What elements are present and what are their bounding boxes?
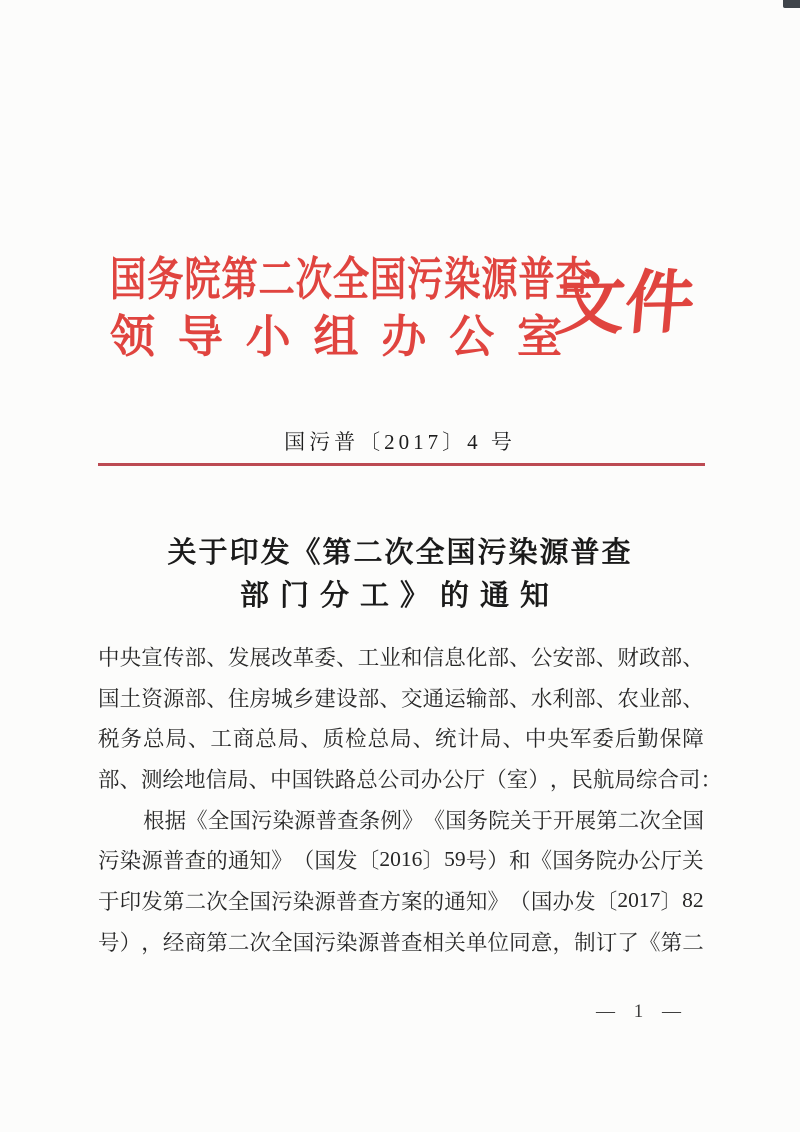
glyph: 国 [530, 889, 553, 914]
glyph: 意 [530, 930, 553, 955]
glyph: 乡 [292, 686, 315, 711]
glyph: 单 [465, 930, 488, 955]
glyph: 计 [457, 727, 480, 752]
glyph: 改 [271, 645, 293, 670]
glyph: 第 [162, 889, 185, 914]
glyph: 、 [509, 686, 531, 711]
glyph: 合 [657, 767, 679, 792]
glyph: 测 [141, 767, 163, 792]
notice-title-line2: 部门分工》的通知 [239, 580, 560, 612]
glyph: 局 [227, 767, 249, 792]
glyph: 传 [162, 645, 185, 670]
glyph: 厅 [463, 767, 486, 792]
glyph: 二 [184, 889, 207, 914]
glyph: 航 [592, 767, 615, 792]
glyph: 央 [547, 727, 569, 752]
glyph: 部 [487, 645, 510, 670]
glyph: 务 [466, 808, 489, 833]
glyph: 关 [509, 808, 532, 833]
glyph: ： [700, 767, 722, 792]
glyph: 公 [442, 767, 464, 792]
glyph: 公 [530, 645, 553, 670]
glyph: 、 [682, 645, 704, 670]
glyph: 、 [509, 645, 531, 670]
glyph: 次 [639, 808, 661, 833]
glyph: 委 [592, 727, 614, 752]
glyph: 革 [292, 645, 315, 670]
glyph: 位 [487, 930, 510, 955]
glyph: 统 [435, 727, 457, 752]
glyph: 二 [227, 930, 250, 955]
glyph: 厅 [660, 849, 682, 874]
glyph: 国 [552, 849, 574, 874]
document-number: 国污普〔2017〕4 号 [284, 430, 516, 454]
glyph: 据 [164, 808, 187, 833]
glyph: 的 [206, 849, 228, 874]
glyph: 号 [98, 930, 120, 955]
glyph: 、 [595, 645, 618, 670]
glyph: 央 [119, 645, 142, 670]
glyph: 铁 [313, 767, 335, 792]
page-number: — 1 — [596, 1001, 688, 1022]
glyph: 绘 [162, 767, 185, 792]
glyph: 领 [110, 312, 156, 363]
glyph: 通 [444, 889, 466, 914]
glyph: 于 [531, 808, 553, 833]
glyph: 源 [294, 808, 316, 833]
glyph: （ [292, 849, 315, 874]
glyph: 业 [639, 686, 661, 711]
glyph: 部 [660, 645, 683, 670]
glyph: 务 [120, 727, 142, 752]
glyph: 房 [249, 686, 271, 711]
glyph: 开 [552, 808, 575, 833]
glyph: 中 [98, 645, 120, 670]
glyph: 局 [390, 727, 412, 752]
glyph: 源 [314, 889, 336, 914]
glyph: 于 [98, 889, 120, 914]
glyph: 水 [530, 686, 553, 711]
glyph: 污 [271, 889, 293, 914]
glyph: 障 [682, 727, 704, 752]
glyph: 国 [249, 889, 271, 914]
glyph: 82 [682, 887, 704, 912]
glyph: 总 [255, 727, 277, 752]
glyph: 部 [98, 767, 120, 792]
glyph: 条 [358, 808, 381, 833]
glyph: 室 [506, 767, 529, 792]
glyph: （ [485, 767, 507, 792]
glyph: 导 [177, 312, 223, 363]
glyph: 财 [617, 645, 639, 670]
glyph: 同 [509, 930, 531, 955]
glyph: 化 [465, 645, 488, 670]
glyph: 相 [422, 930, 445, 955]
glyph: 查 [337, 808, 359, 833]
glyph: 院 [595, 849, 618, 874]
glyph: 方 [379, 889, 401, 914]
glyph: 》 [401, 808, 424, 833]
glyph: 普 [336, 889, 358, 914]
glyph: 次 [206, 889, 228, 914]
glyph: 交 [400, 686, 423, 711]
glyph: 、 [187, 727, 210, 752]
glyph: 号 [465, 849, 488, 874]
glyph: 土 [119, 686, 142, 711]
body-text-line [98, 799, 704, 840]
glyph: 〕 [422, 849, 444, 874]
glyph: 委 [314, 645, 336, 670]
glyph: 、 [300, 727, 322, 752]
glyph: 源 [357, 930, 380, 955]
glyph: 查 [357, 889, 380, 914]
glyph: 办 [420, 767, 443, 792]
glyph: 部 [574, 686, 596, 711]
body-text-line [98, 717, 704, 758]
glyph: 染 [336, 930, 358, 955]
glyph: 总 [367, 727, 390, 752]
glyph: 综 [635, 767, 658, 792]
glyph: 勤 [637, 727, 659, 752]
glyph: ， [549, 767, 572, 792]
glyph: 染 [292, 889, 315, 914]
glyph: 输 [465, 686, 488, 711]
glyph: 办 [617, 849, 639, 874]
notice-title-line1: 关于印发《第二次全国污染源普查 [167, 537, 633, 569]
glyph: 安 [552, 645, 574, 670]
glyph: 工 [357, 645, 380, 670]
glyph: 办 [552, 889, 574, 914]
glyph: 资 [141, 686, 163, 711]
red-divider-line [98, 463, 705, 466]
glyph: 业 [379, 645, 401, 670]
glyph: 第 [206, 930, 228, 955]
glyph: 务 [573, 849, 596, 874]
glyph: 案 [400, 889, 423, 914]
glyph: 例 [380, 808, 402, 833]
glyph: 利 [552, 686, 574, 711]
glyph: 污 [250, 808, 273, 833]
glyph: 查 [184, 849, 207, 874]
glyph: 发 [336, 849, 358, 874]
glyph: 源 [141, 849, 163, 874]
glyph: 2016 [379, 847, 423, 872]
glyph: 二 [617, 808, 640, 833]
glyph: 、 [206, 686, 228, 711]
glyph: 知 [465, 889, 488, 914]
glyph: 政 [639, 645, 661, 670]
glyph: 全 [207, 808, 230, 833]
glyph: 部 [487, 686, 510, 711]
glyph: 保 [659, 727, 682, 752]
glyph: 发 [574, 889, 596, 914]
glyph: 路 [334, 767, 357, 792]
glyph: 军 [569, 727, 592, 752]
glyph: 普 [315, 808, 338, 833]
letterhead [98, 256, 702, 376]
glyph: 〔 [357, 849, 380, 874]
body-text [98, 636, 722, 962]
glyph: 《 [186, 808, 208, 833]
glyph: 城 [271, 686, 293, 711]
glyph: 、 [682, 686, 704, 711]
glyph: 全 [227, 889, 250, 914]
glyph: 、 [248, 767, 271, 792]
glyph: 运 [444, 686, 466, 711]
glyph: 经 [162, 930, 185, 955]
glyph: 国 [229, 808, 251, 833]
glyph: 、 [502, 727, 524, 752]
glyph: 局 [165, 727, 187, 752]
glyph: 信 [422, 645, 445, 670]
glyph: 、 [206, 645, 228, 670]
glyph: 商 [232, 727, 255, 752]
glyph: 国 [314, 849, 336, 874]
glyph: 部 [660, 686, 683, 711]
glyph: 国 [98, 686, 120, 711]
glyph: 公 [377, 767, 400, 792]
glyph: 质 [322, 727, 345, 752]
glyph: 检 [345, 727, 367, 752]
glyph: 2017 [617, 887, 661, 912]
glyph: 全 [660, 808, 683, 833]
body-text-line [98, 758, 722, 799]
body-text-line [98, 880, 704, 921]
glyph: 公 [638, 849, 661, 874]
glyph: 组 [313, 312, 359, 363]
glyph: 局 [614, 767, 636, 792]
glyph: 设 [336, 686, 358, 711]
glyph: 国 [682, 808, 704, 833]
glyph: 局 [479, 727, 502, 752]
glyph: 第 [596, 808, 618, 833]
org-name-line1: 国务院第二次全国污染源普查 [110, 254, 593, 305]
glyph: 国 [445, 808, 467, 833]
glyph: 中 [524, 727, 547, 752]
glyph: 司 [678, 767, 701, 792]
glyph: 次 [249, 930, 271, 955]
glyph: 中 [270, 767, 292, 792]
glyph: 院 [488, 808, 510, 833]
body-text-line [98, 677, 704, 718]
glyph: 信 [205, 767, 228, 792]
glyph: 和 [509, 849, 531, 874]
glyph: 小 [245, 312, 291, 363]
glyph: 商 [184, 930, 207, 955]
glyph: 税 [98, 727, 120, 752]
glyph: 普 [162, 849, 185, 874]
glyph: 〕 [660, 889, 683, 914]
glyph: 部 [184, 686, 207, 711]
glyph: 展 [574, 808, 597, 833]
glyph: ， [552, 930, 574, 955]
doc-type-label: 文件 [552, 264, 698, 344]
glyph: 民 [571, 767, 593, 792]
glyph: 》 [487, 889, 510, 914]
glyph: 国 [291, 767, 314, 792]
body-text-line [98, 636, 704, 677]
glyph: 、 [595, 686, 618, 711]
glyph: 总 [356, 767, 378, 792]
glyph: 息 [444, 645, 466, 670]
glyph: 办 [381, 312, 427, 363]
glyph: 染 [272, 808, 294, 833]
glyph: 的 [422, 889, 445, 914]
glyph: 印 [119, 889, 142, 914]
glyph: ） [487, 849, 509, 874]
glyph: 知 [249, 849, 271, 874]
glyph: 公 [449, 312, 495, 363]
glyph: 污 [98, 849, 120, 874]
glyph: 和 [400, 645, 423, 670]
glyph: 污 [314, 930, 336, 955]
glyph: 部 [357, 686, 380, 711]
glyph: 二 [682, 930, 704, 955]
glyph: 、 [336, 645, 358, 670]
glyph: 制 [574, 930, 596, 955]
notice-title [0, 532, 800, 618]
glyph: 发 [227, 645, 250, 670]
org-name-line2 [110, 312, 562, 363]
glyph: 局 [277, 727, 300, 752]
glyph: （ [509, 889, 531, 914]
glyph: 展 [249, 645, 271, 670]
glyph: 司 [399, 767, 421, 792]
glyph: 染 [119, 849, 142, 874]
glyph: 订 [595, 930, 618, 955]
glyph: 、 [412, 727, 435, 752]
glyph: 农 [617, 686, 639, 711]
body-text-line [98, 839, 704, 880]
glyph: 《 [423, 808, 446, 833]
glyph: 了 [617, 930, 639, 955]
glyph: 查 [400, 930, 423, 955]
glyph: 建 [314, 686, 336, 711]
glyph: ， [141, 930, 163, 955]
glyph: 全 [271, 930, 293, 955]
glyph: 《 [639, 930, 661, 955]
glyph: 普 [379, 930, 401, 955]
glyph: 《 [530, 849, 553, 874]
glyph: 发 [141, 889, 163, 914]
glyph: 住 [227, 686, 250, 711]
glyph: 宣 [141, 645, 163, 670]
glyph: 关 [444, 930, 466, 955]
glyph: 通 [227, 849, 250, 874]
glyph: 后 [614, 727, 637, 752]
glyph: 、 [379, 686, 401, 711]
glyph: 部 [184, 645, 207, 670]
glyph: 根 [143, 808, 165, 833]
glyph: 国 [292, 930, 315, 955]
glyph: 地 [184, 767, 206, 792]
glyph: 关 [682, 849, 704, 874]
glyph: 〔 [595, 889, 618, 914]
glyph: 室 [516, 312, 562, 363]
glyph: 59 [444, 847, 466, 872]
glyph: 源 [162, 686, 185, 711]
glyph: ） [528, 767, 550, 792]
body-text-line [98, 921, 704, 962]
glyph: ） [119, 930, 142, 955]
scan-artifact-mark [783, 0, 800, 8]
glyph: 第 [660, 930, 683, 955]
glyph: 》 [271, 849, 293, 874]
glyph: 总 [142, 727, 165, 752]
glyph: 、 [119, 767, 142, 792]
glyph: 通 [422, 686, 445, 711]
glyph: 部 [574, 645, 596, 670]
glyph: 工 [210, 727, 232, 752]
